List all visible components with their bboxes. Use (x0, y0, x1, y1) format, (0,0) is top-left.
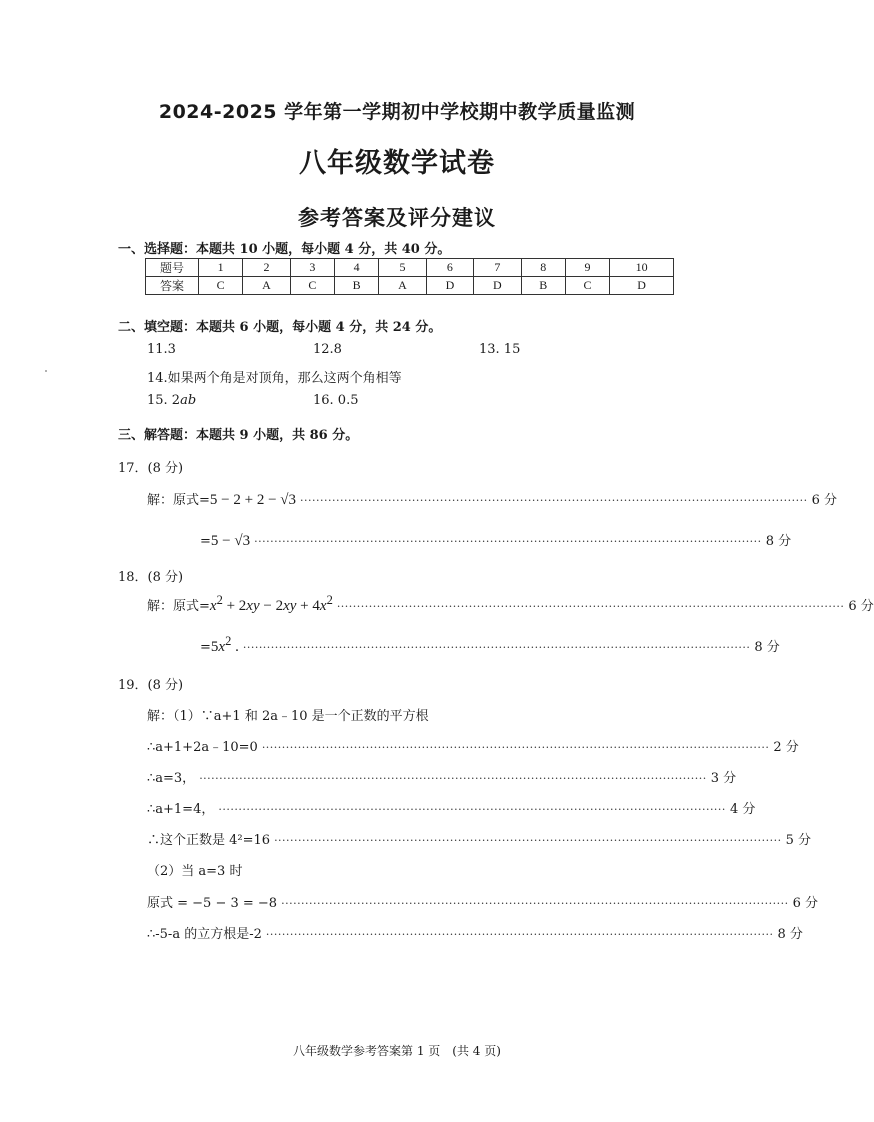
leader-dots: ······························································································································· (265, 928, 774, 941)
row-label-number: 题号 (146, 259, 199, 277)
q19-step1 (147, 736, 799, 755)
exam-title: 八年级数学试卷 (299, 148, 495, 179)
exam-header-line: 2024-2025 学年第一学期初中学校期中教学质量监测 (158, 101, 636, 123)
q18-step1-lead: 解：原式= (147, 599, 210, 614)
question-number: 5 (379, 259, 426, 277)
q17-step1-score: 6 分 (811, 493, 838, 508)
q17-step1 (147, 489, 838, 509)
q19-step6-score: 8 分 (777, 927, 803, 942)
q19-step6-text: ∴-5-a 的立方根是-2 (147, 927, 262, 942)
q19-part2: （2）当 a=3 时 (147, 864, 243, 879)
table-row-answers (146, 277, 674, 295)
question-number: 10 (610, 259, 674, 277)
answer-15 (147, 393, 196, 408)
q18-step2-math: $5x^2$ . (210, 634, 239, 655)
q19-step5 (147, 892, 819, 911)
scan-speck (45, 370, 47, 372)
q17-step2-score: 8 分 (765, 534, 792, 549)
answer-cell: C (199, 277, 243, 295)
question-number: 7 (474, 259, 521, 277)
leader-dots: ······························································································································· (261, 741, 770, 754)
q19-step3-text: ∴a+1=4， (147, 802, 215, 817)
question-number: 6 (426, 259, 473, 277)
q18-step2-score: 8 分 (754, 640, 780, 655)
q18-step1-math: $x^2 + 2xy - 2xy + 4x^2$ (209, 593, 333, 614)
q19-step3-score: 4 分 (729, 802, 756, 817)
q17-step2 (200, 530, 792, 550)
section1-heading: 一、选择题：本题共 10 小题，每小题 4 分，共 40 分。 (118, 242, 451, 257)
question-number: 2 (243, 259, 290, 277)
leader-dots: ······························································································································· (281, 897, 789, 910)
answer-cell: D (474, 277, 521, 295)
answer-cell: D (610, 277, 674, 295)
answer-table (145, 258, 674, 295)
answer-cell: A (243, 277, 290, 295)
q18-step2 (200, 634, 780, 656)
q19-step1-text: ∴a+1+2a﹣10=0 (147, 740, 258, 755)
q17-step2-lead: = (200, 534, 211, 549)
q19-step6 (147, 923, 803, 942)
q18-step2-lead: = (200, 640, 211, 655)
answer-14: 14.如果两个角是对顶角，那么这两个角相等 (147, 371, 402, 386)
leader-dots: ······························································································································· (300, 494, 808, 507)
q19-step2 (147, 767, 737, 786)
q19-step4-score: 5 分 (785, 833, 812, 848)
question-number: 4 (334, 259, 378, 277)
q19-intro: 解：（1）∵a+1 和 2a﹣10 是一个正数的平方根 (147, 709, 429, 724)
answer-cell: C (565, 277, 609, 295)
q19-step4-text: ∴这个正数是 4²=16 (147, 833, 271, 848)
leader-dots: ······························································································································· (336, 600, 845, 613)
q19-step3 (147, 798, 756, 817)
q18-step1 (147, 593, 874, 615)
q19-step2-text: ∴a=3， (147, 771, 196, 786)
question-number: 3 (290, 259, 334, 277)
answer-12: 12.8 (313, 342, 342, 357)
table-row-numbers (146, 259, 674, 277)
leader-dots: ······························································································································· (218, 803, 726, 816)
answer-cell: C (290, 277, 334, 295)
q18-step1-score: 6 分 (848, 599, 874, 614)
answer-cell: B (334, 277, 378, 295)
q19-step1-score: 2 分 (773, 740, 799, 755)
answer-key-title: 参考答案及评分建议 (298, 205, 496, 230)
answer-cell: A (379, 277, 426, 295)
answer-16: 16. 0.5 (313, 393, 359, 408)
section2-heading: 二、填空题：本题共 6 小题，每小题 4 分，共 24 分。 (118, 320, 442, 335)
q19-label: 19．(8 分) (118, 678, 184, 693)
answer-11: 11.3 (147, 342, 176, 357)
page-footer: 八年级数学参考答案第 1 页 (共 4 页) (293, 1044, 501, 1058)
q19-step5-text: 原式 = −5 − 3 = −8 (147, 896, 278, 911)
answer-15-variable: ab (180, 393, 197, 408)
answer-15-prefix: 15. 2 (147, 393, 181, 408)
q17-step2-math: 5 − √3 (210, 533, 251, 549)
q18-label: 18．(8 分) (118, 570, 184, 585)
leader-dots: ······························································································································· (274, 834, 782, 847)
row-label-answer: 答案 (146, 277, 199, 295)
question-number: 9 (565, 259, 609, 277)
answer-cell: B (521, 277, 565, 295)
q17-step1-lead: 解：原式= (147, 493, 210, 508)
q19-step4 (147, 829, 812, 848)
leader-dots: ······························································································································· (242, 641, 751, 654)
question-number: 8 (521, 259, 565, 277)
leader-dots: ······························································································································· (254, 535, 762, 548)
q17-step1-math: 5 − 2 + 2 − √3 (209, 492, 297, 508)
q19-step2-score: 3 分 (710, 771, 737, 786)
section3-heading: 三、解答题：本题共 9 小题，共 86 分。 (118, 428, 359, 443)
q19-step5-score: 6 分 (792, 896, 819, 911)
answer-cell: D (426, 277, 473, 295)
q17-label: 17．(8 分) (118, 461, 184, 476)
leader-dots: ······························································································································· (199, 772, 707, 785)
question-number: 1 (199, 259, 243, 277)
answer-13: 13. 15 (479, 342, 521, 357)
